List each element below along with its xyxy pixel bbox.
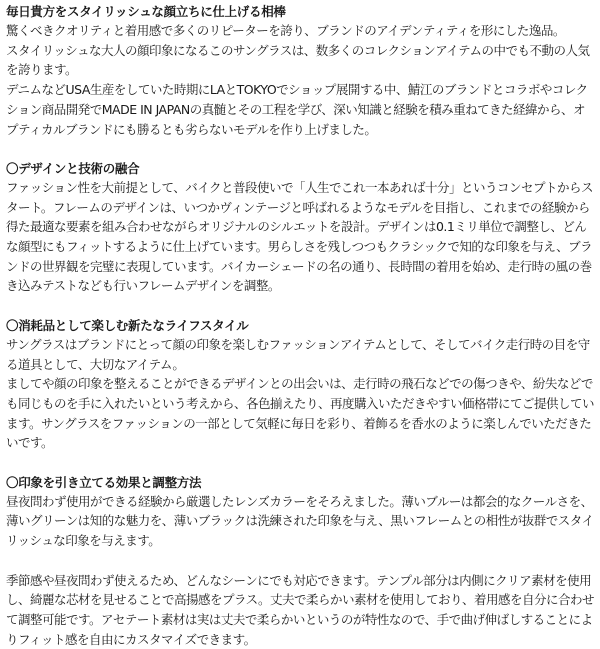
intro-paragraph: スタイリッシュな大人の顔印象になるこのサングラスは、数多くのコレクションアイテムの中でも不動の人気を誇ります。 <box>6 42 590 78</box>
section-paragraph: 昼夜問わず使用ができる経験から厳選したレンズカラーをそろえました。薄いブルーは都会的なクールさを、薄いグリーンは知的な魅力を、薄いブラックは洗練された印象を与え、黒いフレームとの相性が抜群でスタイリッシュな印象を与えます。 <box>6 493 594 549</box>
intro-paragraph: 驚くべきクオリティと着用感で多くのリピーターを誇り、ブランドのアイデンティティを形にした逸品。 <box>6 23 565 38</box>
intro-paragraph: デニムなどUSA生産をしていた時期にLAとTOKYOでショップ展開する中、鯖江のブランドとコラボやコレクション商品開発でMADE IN JAPANの真髄とその工程を学び、深い知識と経験を積み重ねてきた経緯から、オプティカルブランドにも勝るとも劣らないモデルを作り上げました。 <box>6 82 588 137</box>
intro-heading: 毎日貴方をスタイリッシュな顔立ちに仕上げる相棒 <box>6 4 286 19</box>
section-paragraph: サングラスはブランドにとって顔の印象を楽しむファッションアイテムとして、そしてバイク走行時の目を守る道具として、大切なアイテム。 <box>6 336 590 372</box>
section-spacer <box>6 453 594 473</box>
section-spacer <box>6 139 594 159</box>
section-spacer <box>6 296 594 316</box>
section-paragraph: ファッション性を大前提として、バイクと普段使いで「人生でこれ一本あれば十分」というコンセプトからスタート。フレームのデザインは、いつかヴィンテージと呼ばれるようなモデルを目指し、これまでの経験から得た最適な要素を組み合わせながらオリジナルのシルエットを設計。デザインは0.1ミリ単位で調整し、どんな顔型にもフィットするように仕上げています。男らしさを残しつつもクラシックで知的な印象を与え、ブランドの世界観を完璧に表現しています。バイカーシェードの名の通り、長時間の着用を始め、走行時の風の巻き込みテストなども行いフレームデザインを調整。 <box>6 179 594 294</box>
section-heading-lifestyle: 〇消耗品として楽しむ新たなライフスタイル <box>6 317 249 333</box>
section-heading-design: 〇デザインと技術の融合 <box>6 160 140 176</box>
section-spacer <box>6 551 594 571</box>
section-paragraph: ましてや顔の印象を整えることができるデザインとの出会いは、走行時の飛石などでの傷つきや、紛失などでも同じものを手に入れたいという考えから、各色揃えたり、再度購入いただきやすい価格帯にてご提供しています。サングラスをファッションの一部として気軽に毎日を彩り、着飾るを香水のように楽しんでいただきたいです。 <box>6 376 595 451</box>
section-paragraph: 季節感や昼夜問わず使えるため、どんなシーンにでも対応できます。テンプル部分は内側にクリア素材を使用し、綺麗な芯材を見せることで高揚感をプラス。丈夫で柔らかい素材を使用しており、着用感を自分に合わせて調整可能です。アセテート素材は実は丈夫で柔らかいというのが特性なので、手で曲げ伸ばしすることによりフィット感を自由にカスタマイズできます。 <box>6 572 595 647</box>
section-heading-lens: 〇印象を引き立てる効果と調整方法 <box>6 474 202 490</box>
